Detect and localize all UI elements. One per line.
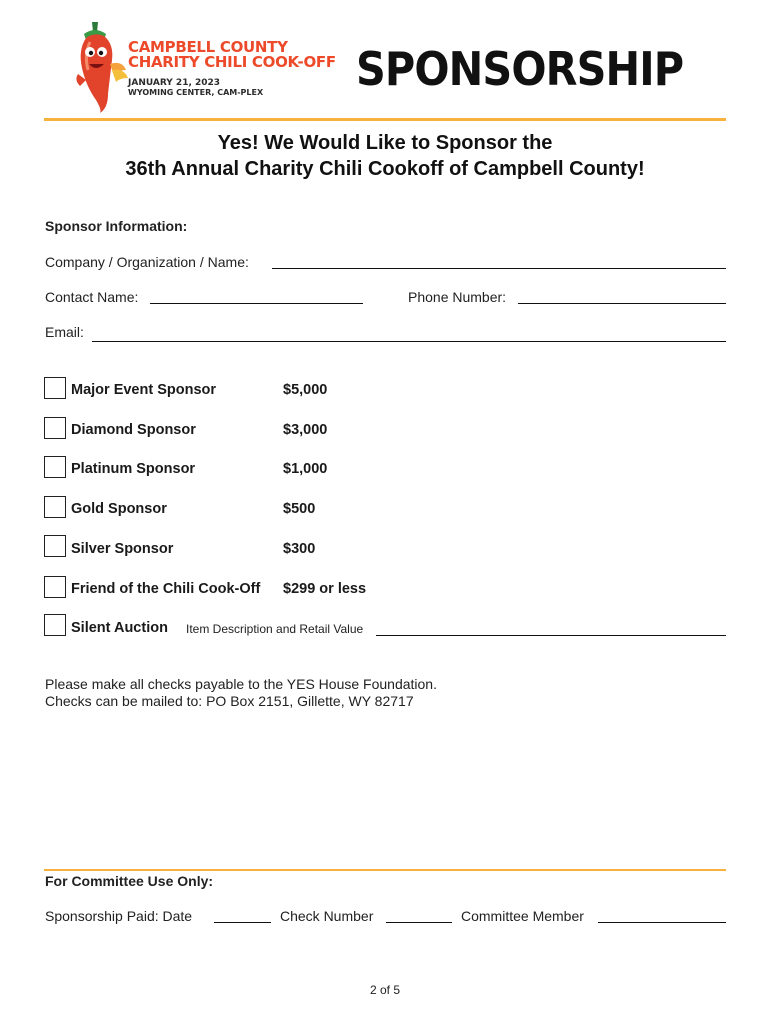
contact-name-label: Contact Name:	[45, 289, 139, 305]
sponsorship-heading: SPONSORSHIP	[356, 42, 684, 96]
tier-amount: $299 or less	[283, 581, 367, 597]
major-event-sponsor-checkbox[interactable]	[44, 377, 66, 399]
tier-name: Silver Sponsor	[71, 541, 174, 557]
silent-auction-label: Silent Auction	[71, 620, 168, 636]
phone-number-label: Phone Number:	[408, 289, 507, 305]
platinum-sponsor-checkbox[interactable]	[44, 456, 66, 478]
committee-heading: For Committee Use Only:	[45, 873, 214, 889]
email-field[interactable]	[92, 328, 726, 342]
committee-member-field[interactable]	[598, 909, 726, 923]
email-label: Email:	[45, 324, 84, 340]
phone-number-field[interactable]	[518, 290, 726, 304]
auction-item-field[interactable]	[376, 622, 726, 636]
tier-amount: $5,000	[283, 382, 328, 398]
page-title-line-1: Yes! We Would Like to Sponsor the	[217, 132, 553, 154]
check-number-field[interactable]	[386, 909, 452, 923]
company-label: Company / Organization / Name:	[45, 254, 249, 270]
payment-line-2: Checks can be mailed to: PO Box 2151, Gillette, WY 82717	[45, 693, 414, 709]
sponsor-info-heading: Sponsor Information:	[45, 218, 188, 234]
silent-auction-checkbox[interactable]	[44, 614, 66, 636]
payment-line-1: Please make all checks payable to the YES House Foundation.	[45, 676, 437, 692]
diamond-sponsor-checkbox[interactable]	[44, 417, 66, 439]
logo-event-venue: WYOMING CENTER, CAM-PLEX	[128, 88, 264, 97]
committee-member-label: Committee Member	[461, 908, 584, 924]
tier-amount: $3,000	[283, 422, 328, 438]
page-title	[0, 130, 770, 182]
contact-name-field[interactable]	[150, 290, 363, 304]
tier-amount: $300	[283, 541, 316, 557]
payment-instructions	[45, 676, 437, 710]
logo-line-2: CHARITY CHILI COOK-OFF	[128, 53, 336, 71]
tier-name: Friend of the Chili Cook-Off	[71, 581, 261, 597]
logo-line-1: CAMPBELL COUNTY	[128, 38, 288, 56]
tier-name: Platinum Sponsor	[71, 461, 196, 477]
tier-amount: $500	[283, 501, 316, 517]
page-title-line-2: 36th Annual Charity Chili Cookoff of Campbell County!	[125, 158, 645, 180]
silver-sponsor-checkbox[interactable]	[44, 535, 66, 557]
check-number-label: Check Number	[280, 908, 374, 924]
chili-pepper-mascot-icon	[74, 20, 134, 114]
tier-name: Gold Sponsor	[71, 501, 167, 517]
header-divider	[44, 118, 726, 121]
company-field[interactable]	[272, 255, 726, 269]
committee-divider	[44, 869, 726, 871]
friend-of-cookoff-checkbox[interactable]	[44, 576, 66, 598]
tier-name: Major Event Sponsor	[71, 382, 217, 398]
sponsorship-paid-date-label: Sponsorship Paid: Date	[45, 908, 193, 924]
tier-name: Diamond Sponsor	[71, 422, 196, 438]
payment-date-field[interactable]	[214, 909, 271, 923]
gold-sponsor-checkbox[interactable]	[44, 496, 66, 518]
tier-amount: $1,000	[283, 461, 328, 477]
auction-item-label: Item Description and Retail Value	[186, 622, 364, 636]
logo-event-date: JANUARY 21, 2023	[128, 78, 221, 88]
page-number: 2 of 5	[369, 983, 401, 997]
